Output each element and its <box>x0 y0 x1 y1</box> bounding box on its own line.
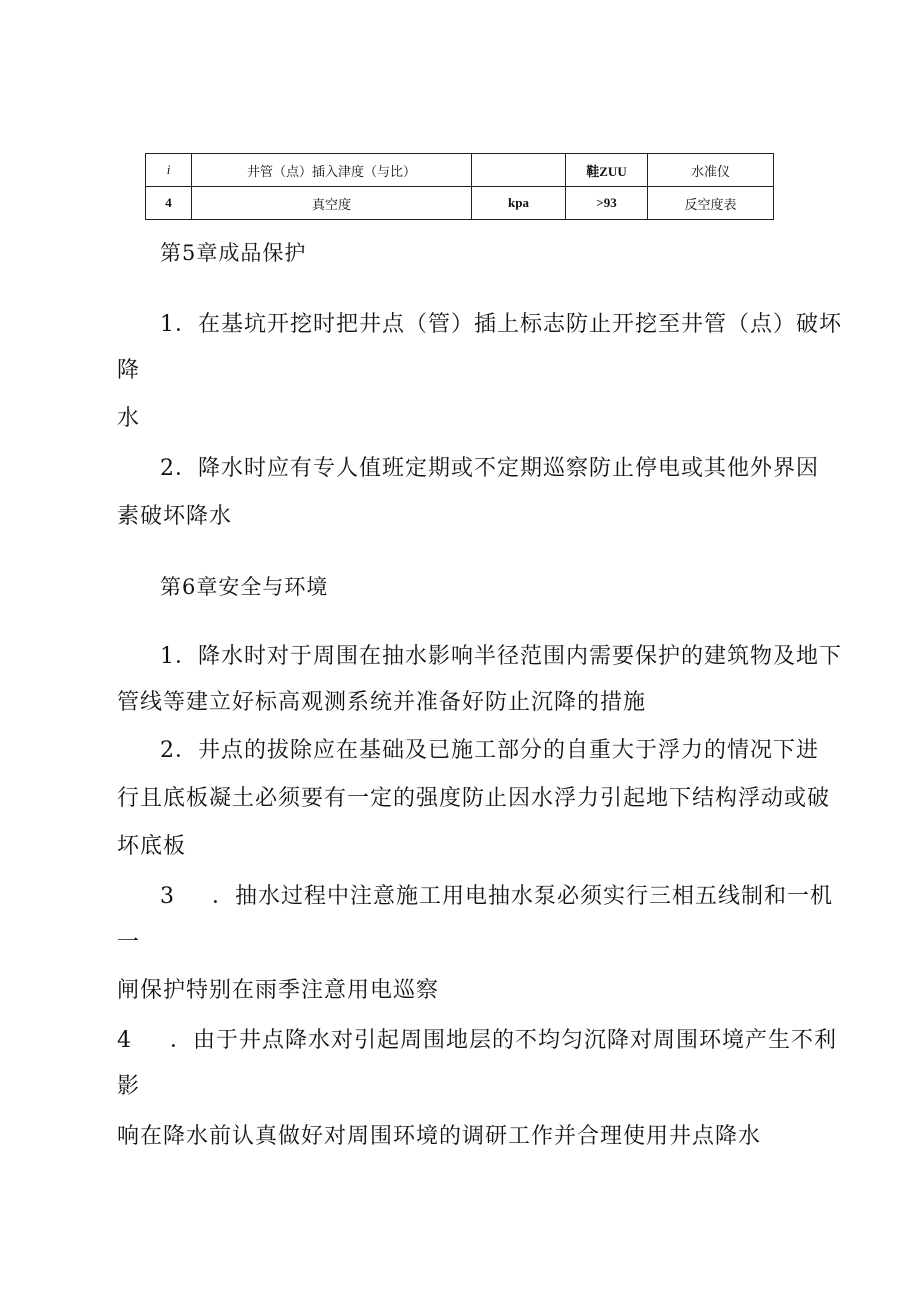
chapter-5-heading: 第5章成品保护 <box>160 241 307 265</box>
chapter-6-heading: 第6章安全与环境 <box>160 575 329 599</box>
paragraph-line: 2．降水时应有专人值班定期或不定期巡察防止停电或其他外界因 <box>160 456 819 481</box>
table-row <box>146 187 774 220</box>
paragraph-line: 水 <box>117 406 141 431</box>
paragraph-line: 影 <box>117 1074 141 1099</box>
unit-cell: kpa <box>472 187 566 220</box>
check-item: 真空度 <box>192 187 472 220</box>
paragraph-line: 2．井点的拔除应在基础及已施工部分的自重大于浮力的情况下进 <box>160 738 819 763</box>
paragraph-line: 一 <box>117 930 141 955</box>
allowed-value: 鞋ZUU <box>566 154 648 187</box>
paragraph-line: 1．在基坑开挖时把井点（管）插上标志防止开挖至井管（点）破坏 <box>160 312 842 337</box>
paragraph-line: 坏底板 <box>117 834 187 859</box>
paragraph-number: 3 <box>160 884 175 909</box>
paragraph-line: 素破坏降水 <box>117 504 233 529</box>
paragraph-line: 管线等建立好标高观测系统并准备好防止沉降的措施 <box>117 690 647 715</box>
check-tool: 水准仪 <box>648 154 774 187</box>
paragraph-line: 降 <box>117 358 141 383</box>
paragraph-line: 行且底板凝土必须要有一定的强度防止因水浮力引起地下结构浮动或破 <box>117 786 831 811</box>
paragraph-line: 响在降水前认真做好对周围环境的调研工作并合理使用井点降水 <box>117 1124 762 1149</box>
inspection-table <box>145 153 774 220</box>
paragraph-line: 1．降水时对于周围在抽水影响半径范围内需要保护的建筑物及地下 <box>160 644 842 669</box>
paragraph-line: ．抽水过程中注意施工用电抽水泵必须实行三相五线制和一机 <box>212 884 834 909</box>
paragraph-number: 4 <box>117 1028 132 1053</box>
allowed-value: >93 <box>566 187 648 220</box>
row-number: 4 <box>146 187 192 220</box>
paragraph-line: 闸保护特别在雨季注意用电巡察 <box>117 978 440 1003</box>
table-row <box>146 154 774 187</box>
check-item: 井管（点）插入津度（与比） <box>192 154 472 187</box>
row-number: i <box>146 154 192 187</box>
check-tool: 反空度表 <box>648 187 774 220</box>
unit-cell <box>472 154 566 187</box>
paragraph-line: ．由于井点降水对引起周围地层的不均匀沉降对周围环境产生不利 <box>170 1028 838 1053</box>
